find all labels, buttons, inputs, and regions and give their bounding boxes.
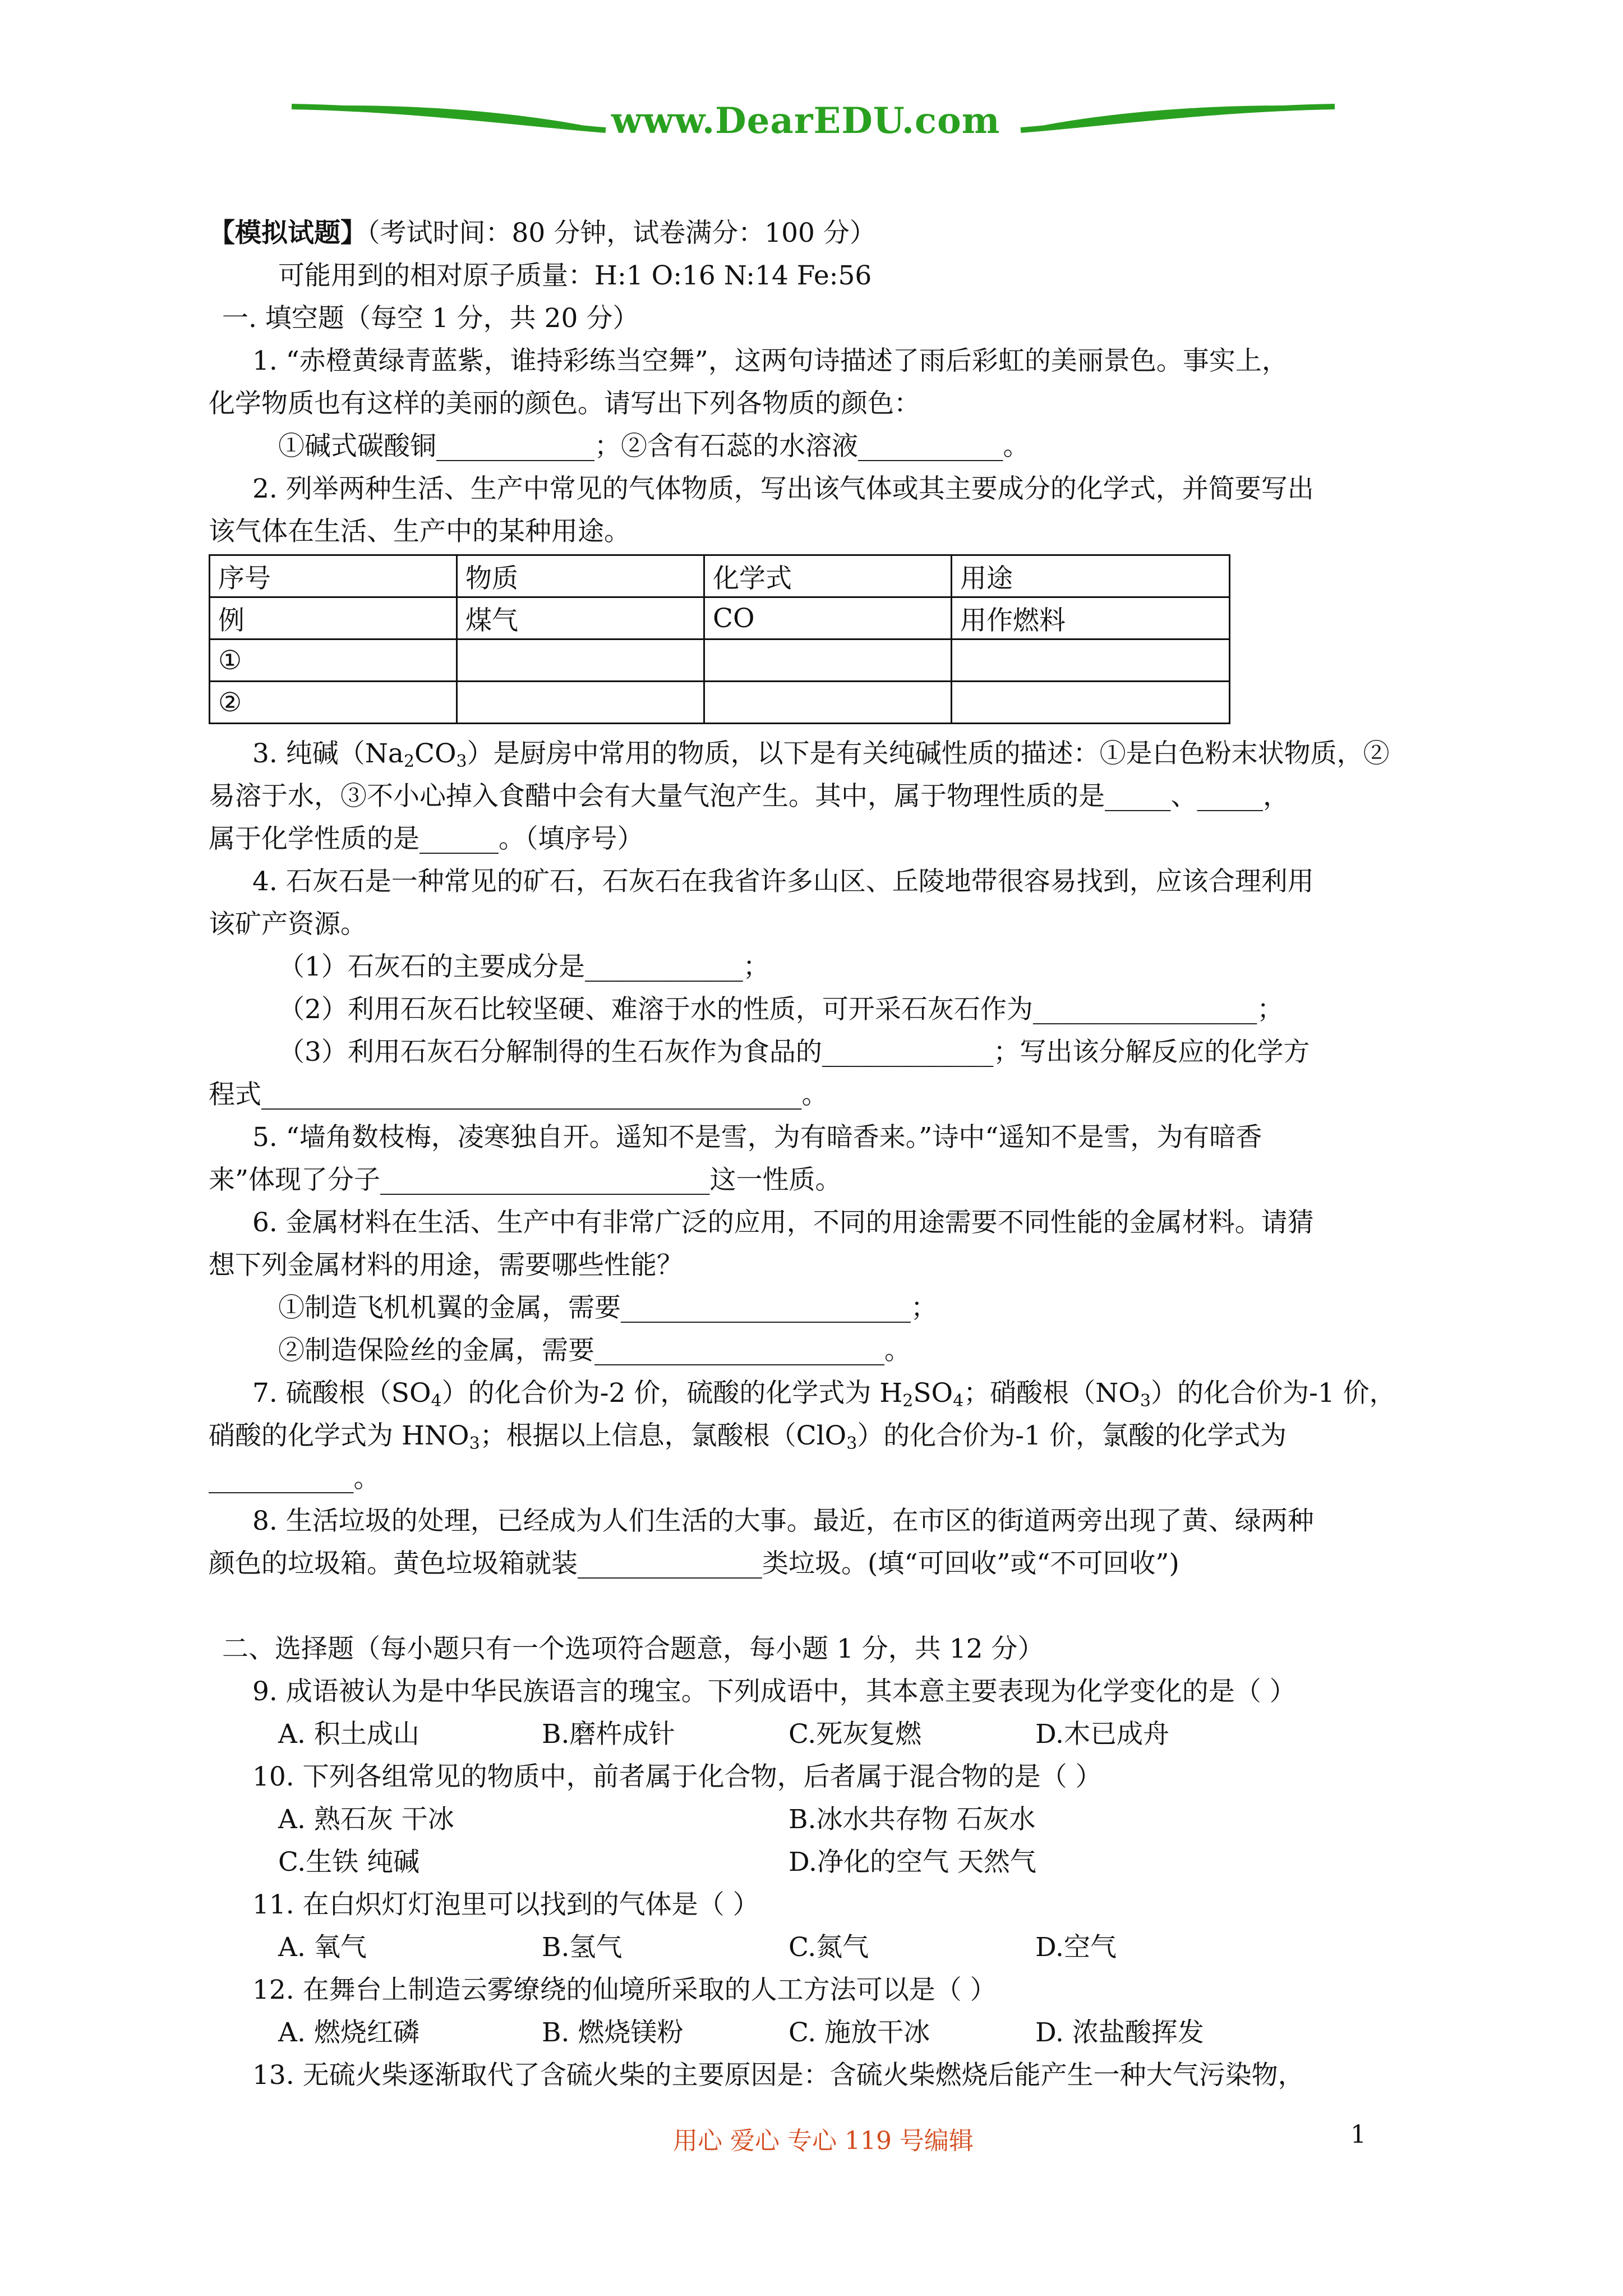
subscript: 2 — [902, 1391, 914, 1411]
subscript: 4 — [953, 1391, 964, 1411]
table-cell: 煤气 — [457, 597, 704, 639]
q5-line1: 5. “墙角数枝梅，凌寒独自开。遥知不是雪，为有暗香来。”诗中“遥知不是雪，为有暗香 — [252, 1122, 1262, 1153]
q11-option[interactable]: A. 氧气 — [278, 1932, 367, 1963]
q4-line3: （1）石灰石的主要成分是____________； — [278, 951, 769, 982]
exam-title-bold: 【模拟试题】 — [209, 218, 367, 249]
q7-text: SO — [913, 1378, 953, 1409]
table-cell: ① — [210, 639, 457, 682]
q6-line2: 想下列金属材料的用途，需要哪些性能？ — [209, 1250, 683, 1281]
table-header-cell: 化学式 — [704, 555, 952, 597]
q11-option[interactable]: D.空气 — [1035, 1932, 1117, 1963]
q6-line1: 6. 金属材料在生活、生产中有非常广泛的应用，不同的用途需要不同性能的金属材料。请猜 — [252, 1207, 1314, 1238]
q9-option[interactable]: A. 积土成山 — [278, 1719, 419, 1750]
table-row — [210, 682, 1230, 724]
atomic-mass-note: 可能用到的相对原子质量：H:1 O:16 N:14 Fe:56 — [278, 260, 872, 291]
q3-line2: 易溶于水，③不小心掉入食醋中会有大量气泡产生。其中，属于物理性质的是_____、_____， — [209, 781, 1289, 812]
table-cell: 例 — [210, 597, 457, 639]
site-logo-text[interactable]: www.DearEDU.com — [611, 100, 1000, 142]
q3-text: ）是厨房中常用的物质，以下是有关纯碱性质的描述：①是白色粉末状物质，② — [467, 738, 1390, 769]
q8-line2: 颜色的垃圾箱。黄色垃圾箱就装______________类垃圾。(填“可回收”或“不可回收”) — [209, 1548, 1179, 1579]
subscript: 2 — [403, 752, 415, 771]
answer-table — [209, 554, 1230, 724]
q4-line6: 程式_________________________________________。 — [209, 1079, 828, 1110]
q10-option[interactable]: A. 熟石灰 干冰 — [278, 1804, 454, 1835]
q7-text: ）的化合价为-1 价，氯酸的化学式为 — [857, 1420, 1287, 1451]
table-cell[interactable] — [457, 639, 704, 682]
table-row — [210, 597, 1230, 639]
q4-line5: （3）利用石灰石分解制得的生石灰作为食品的_____________；写出该分解反应的化学方 — [278, 1037, 1310, 1068]
q11-option[interactable]: C.氮气 — [789, 1932, 869, 1963]
q4-line4: （2）利用石灰石比较坚硬、难溶于水的性质，可开采石灰石作为_________________； — [278, 994, 1284, 1025]
subscript: 3 — [456, 752, 467, 771]
table-cell[interactable] — [457, 682, 704, 724]
q12-stem: 12. 在舞台上制造云雾缭绕的仙境所采取的人工方法可以是（ ） — [252, 1975, 997, 2005]
q9-option[interactable]: C.死灰复燃 — [789, 1719, 922, 1750]
q3-line1 — [252, 737, 1390, 771]
q13-stem: 13. 无硫火柴逐渐取代了含硫火柴的主要原因是：含硫火柴燃烧后能产生一种大气污染物， — [252, 2060, 1304, 2091]
table-cell: 用作燃料 — [952, 597, 1230, 639]
q9-option[interactable]: B.磨杵成针 — [542, 1719, 675, 1750]
q1-line3: ①碱式碳酸铜____________；②含有石蕊的水溶液___________。 — [278, 431, 1030, 462]
page-number: 1 — [1350, 2120, 1366, 2149]
q10-option[interactable]: D.净化的空气 天然气 — [789, 1847, 1036, 1878]
subscript: 3 — [469, 1434, 480, 1453]
q12-option[interactable]: C. 施放干冰 — [789, 2017, 930, 2048]
q6-line4: ②制造保险丝的金属，需要______________________。 — [278, 1335, 911, 1366]
q12-option[interactable]: D. 浓盐酸挥发 — [1035, 2017, 1204, 2048]
q1-line2: 化学物质也有这样的美丽的颜色。请写出下列各物质的颜色： — [209, 388, 920, 419]
table-row — [210, 639, 1230, 682]
q2-line2: 该气体在生活、生产中的某种用途。 — [209, 516, 630, 547]
q7-text: 7. 硫酸根（SO — [252, 1378, 431, 1409]
section2-heading: 二、选择题（每小题只有一个选项符合题意，每小题 1 分，共 12 分） — [222, 1634, 1044, 1664]
q10-option[interactable]: B.冰水共存物 石灰水 — [789, 1804, 1036, 1835]
q9-option[interactable]: D.木已成舟 — [1035, 1719, 1169, 1750]
q7-line3: ___________。 — [209, 1463, 380, 1494]
q11-stem: 11. 在白炽灯灯泡里可以找到的气体是（ ） — [252, 1889, 759, 1920]
q3-text: 3. 纯碱（Na — [252, 738, 404, 769]
footer-text: 用心 爱心 专心 119 号编辑 — [673, 2127, 974, 2155]
table-cell[interactable] — [952, 639, 1230, 682]
exam-title — [209, 217, 876, 250]
table-cell[interactable] — [952, 682, 1230, 724]
table-header-row — [210, 555, 1230, 597]
q3-text: CO — [414, 738, 457, 769]
q4-line1: 4. 石灰石是一种常见的矿石，石灰石在我省许多山区、丘陵地带很容易找到，应该合理利用 — [252, 866, 1314, 897]
q4-line2: 该矿产资源。 — [209, 909, 367, 940]
q9-stem: 9. 成语被认为是中华民族语言的瑰宝。下列成语中，其本意主要表现为化学变化的是（ ） — [252, 1676, 1296, 1707]
subscript: 4 — [431, 1391, 442, 1411]
q7-text: ；硝酸根（NO — [963, 1378, 1140, 1409]
q3-line3: 属于化学性质的是______。（填序号） — [209, 823, 644, 854]
q7-text: ）的化合价为-1 价， — [1150, 1378, 1396, 1409]
table-cell[interactable] — [704, 682, 952, 724]
q7-text: ）的化合价为-2 价，硫酸的化学式为 H — [441, 1378, 903, 1409]
q2-line1: 2. 列举两种生活、生产中常见的气体物质，写出该气体或其主要成分的化学式，并简要写出 — [252, 473, 1314, 504]
table-cell: CO — [704, 597, 952, 639]
table-header-cell: 用途 — [952, 555, 1230, 597]
q7-line2 — [209, 1419, 1287, 1453]
q7-text: ；根据以上信息，氯酸根（ClO — [479, 1420, 847, 1451]
q10-option[interactable]: C.生铁 纯碱 — [278, 1847, 420, 1878]
section1-heading: 一. 填空题（每空 1 分，共 20 分） — [222, 303, 639, 334]
table-header-cell: 序号 — [210, 555, 457, 597]
q5-line2: 来”体现了分子_________________________这一性质。 — [209, 1165, 842, 1195]
table-cell[interactable] — [704, 639, 952, 682]
table-cell: ② — [210, 682, 457, 724]
subscript: 3 — [1140, 1391, 1151, 1411]
q12-option[interactable]: B. 燃烧镁粉 — [542, 2017, 684, 2048]
table-header-cell: 物质 — [457, 555, 704, 597]
q1-line1: 1. “赤橙黄绿青蓝紫，谁持彩练当空舞”，这两句诗描述了雨后彩虹的美丽景色。事实上， — [252, 346, 1288, 376]
q10-stem: 10. 下列各组常见的物质中，前者属于化合物，后者属于混合物的是（ ） — [252, 1761, 1102, 1792]
subscript: 3 — [846, 1434, 857, 1453]
q8-line1: 8. 生活垃圾的处理，已经成为人们生活的大事。最近，在市区的街道两旁出现了黄、绿两种 — [252, 1506, 1314, 1536]
q6-line3: ①制造飞机机翼的金属，需要______________________； — [278, 1292, 937, 1323]
q7-line1 — [252, 1377, 1396, 1410]
q7-text: 硝酸的化学式为 HNO — [209, 1420, 469, 1451]
q12-option[interactable]: A. 燃烧红磷 — [278, 2017, 419, 2048]
exam-title-info: （考试时间：80 分钟，试卷满分：100 分） — [367, 218, 876, 249]
q11-option[interactable]: B.氢气 — [542, 1932, 623, 1963]
